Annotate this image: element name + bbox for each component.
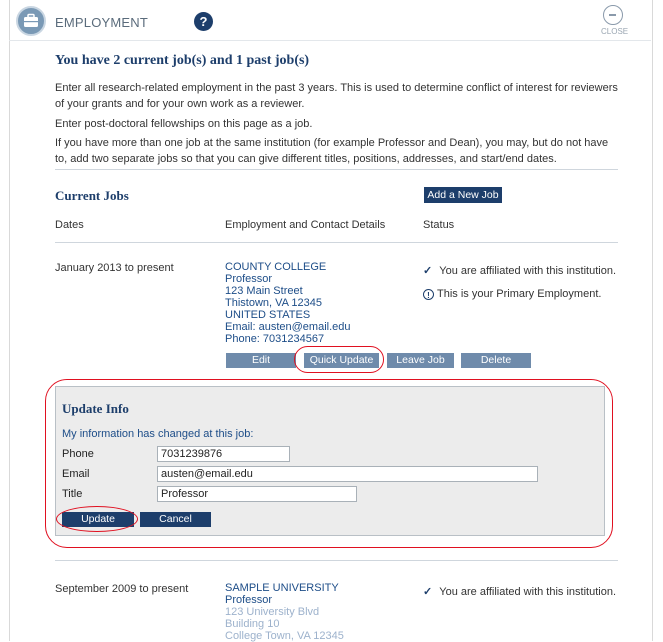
check-icon: ✓ xyxy=(423,586,433,598)
job-dates: January 2013 to present xyxy=(55,262,174,274)
primary-employment-status xyxy=(423,288,601,300)
check-icon: ✓ xyxy=(423,265,433,277)
phone-input[interactable] xyxy=(157,446,290,462)
postdoc-note: Enter post-doctoral fellowships on this page as a job. xyxy=(55,118,313,130)
affiliation-status xyxy=(423,264,616,277)
close-icon[interactable] xyxy=(603,5,623,25)
title-input[interactable] xyxy=(157,486,357,502)
edit-button[interactable]: Edit xyxy=(226,353,296,368)
primary-employment-text: This is your Primary Employment. xyxy=(437,288,602,300)
update-info-title: Update Info xyxy=(62,401,129,416)
email-input[interactable] xyxy=(157,466,538,482)
job-position: Professor xyxy=(225,273,273,285)
column-header-status: Status xyxy=(423,219,455,231)
leave-job-button[interactable]: Leave Job xyxy=(387,353,454,368)
divider xyxy=(55,242,618,243)
affiliation-status xyxy=(423,585,616,598)
job-phone: Phone: 7031234567 xyxy=(225,333,325,345)
city-state-zip: Thistown, VA 12345 xyxy=(225,297,323,309)
update-info-subtitle: My information has changed at this job: xyxy=(62,428,254,440)
cancel-button[interactable]: Cancel xyxy=(140,512,211,527)
section-title: EMPLOYMENT xyxy=(55,15,149,30)
street-address: 123 Main Street xyxy=(225,285,303,297)
phone-label: Phone xyxy=(62,448,94,460)
job-details xyxy=(225,582,344,642)
institution-name[interactable]: SAMPLE UNIVERSITY xyxy=(225,582,339,594)
institution-name[interactable]: COUNTY COLLEGE xyxy=(225,261,327,273)
header-divider xyxy=(9,40,651,41)
email-label: Email xyxy=(62,468,90,480)
country: UNITED STATES xyxy=(225,309,311,321)
intro-paragraph: Enter all research-related employment in the past 3 years. This is used to determine conflict of interest for reviewers of your grants and for your own work as a reviewer. xyxy=(55,82,618,110)
divider xyxy=(55,169,618,170)
job-dates: September 2009 to present xyxy=(55,583,189,595)
job-position: Professor xyxy=(225,594,273,606)
street-address: 123 University Blvd xyxy=(225,606,320,618)
jobs-summary-title: You have 2 current job(s) and 1 past job(s) xyxy=(55,53,310,68)
city-state-zip: College Town, VA 12345 xyxy=(225,630,344,642)
quick-update-button[interactable]: Quick Update xyxy=(304,353,379,368)
title-label: Title xyxy=(62,488,83,500)
column-header-dates: Dates xyxy=(55,219,84,231)
job-email: Email: austen@email.edu xyxy=(225,321,351,333)
help-icon[interactable]: ? xyxy=(194,12,213,31)
current-jobs-title: Current Jobs xyxy=(55,188,129,203)
info-icon: ! xyxy=(423,289,434,300)
briefcase-icon xyxy=(16,6,46,36)
affiliation-text: You are affiliated with this institution. xyxy=(439,265,617,277)
multiple-jobs-note: If you have more than one job at the same institution (for example Professor and Dean), you may, but do not have to, add two separate jobs so that you can give different titles, positions, addresses, and start/end dates. xyxy=(55,137,609,165)
close-label[interactable]: CLOSE xyxy=(601,27,629,36)
column-header-details: Employment and Contact Details xyxy=(225,219,386,231)
add-new-job-button[interactable]: Add a New Job xyxy=(424,187,502,203)
update-info-panel xyxy=(55,386,605,536)
divider xyxy=(55,560,618,561)
job-details xyxy=(225,261,351,345)
update-button[interactable]: Update xyxy=(62,512,134,527)
affiliation-text: You are affiliated with this institution. xyxy=(439,586,617,598)
delete-button[interactable]: Delete xyxy=(461,353,531,368)
building: Building 10 xyxy=(225,618,280,630)
